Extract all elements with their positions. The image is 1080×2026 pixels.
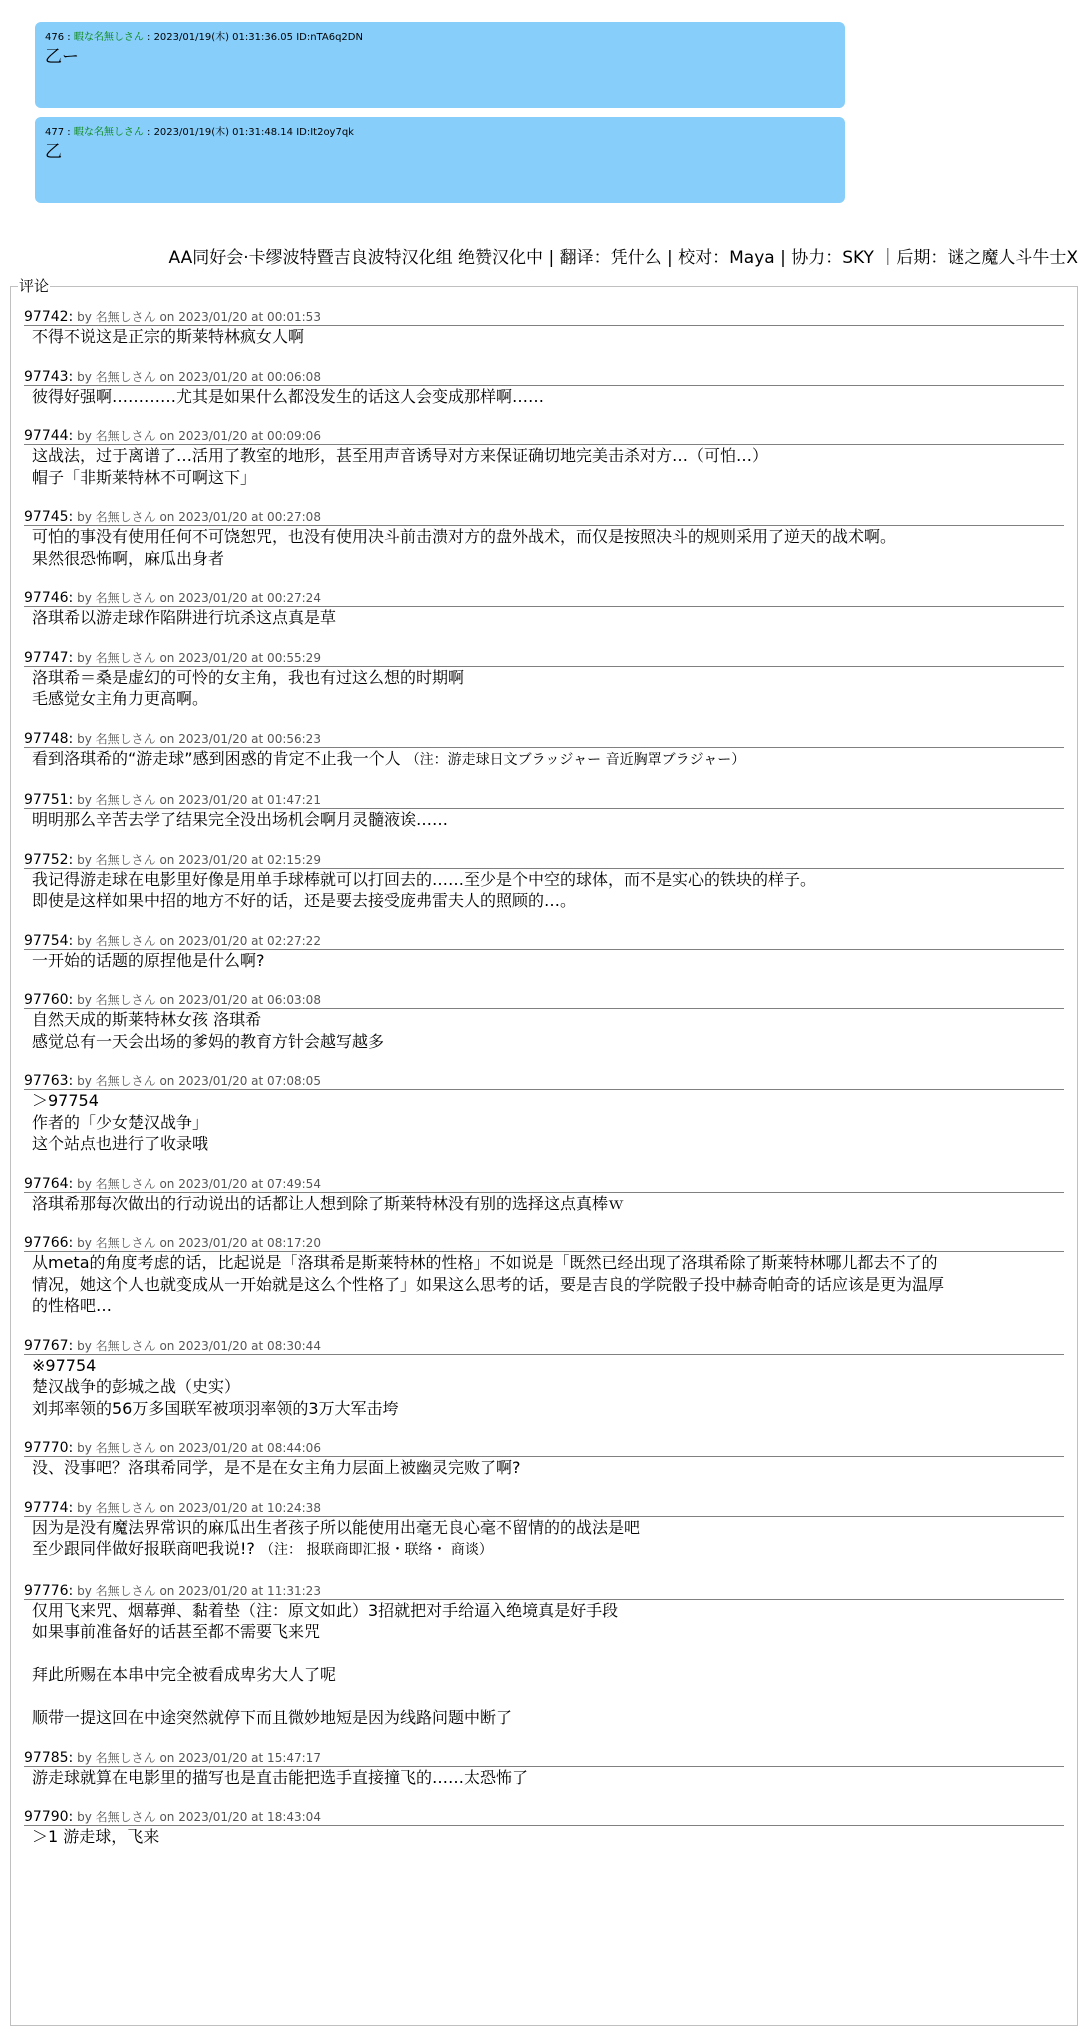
comment-item bbox=[24, 793, 1064, 831]
comment-header bbox=[24, 591, 1064, 607]
post-body: 乙ー bbox=[45, 47, 79, 67]
comment-line-text: 这战法，过于离谱了…活用了教室的地形，甚至用声音诱导对方来保证确切地完美击杀对方…（可怕…） bbox=[32, 446, 769, 465]
comment-item bbox=[24, 732, 1064, 772]
comment-meta: by 名無しさん on 2023/01/20 at 07:08:05 bbox=[77, 1074, 321, 1088]
comment-line bbox=[24, 467, 1064, 489]
comment-meta: by 名無しさん on 2023/01/20 at 08:30:44 bbox=[77, 1338, 321, 1353]
comment-line bbox=[24, 1826, 1064, 1848]
comment-meta: by 名無しさん on 2023/01/20 at 18:43:04 bbox=[77, 1810, 321, 1824]
comment-line-text: 不得不说这是正宗的斯莱特林疯女人啊 bbox=[32, 327, 305, 346]
comment-header bbox=[24, 934, 1064, 950]
comment-meta: by 名無しさん on 2023/01/20 at 00:55:29 bbox=[77, 650, 321, 665]
comment-line bbox=[24, 1112, 1064, 1134]
comment-line-text: ＞97754 bbox=[32, 1091, 99, 1110]
comment-line bbox=[24, 386, 1064, 408]
comment-line bbox=[24, 326, 1064, 348]
comment-header bbox=[24, 1074, 1064, 1090]
comment-header bbox=[24, 1236, 1064, 1252]
comment-line bbox=[24, 607, 1064, 629]
comment-header bbox=[24, 1501, 1064, 1517]
comment-line-text: 洛琪希以游走球作陷阱进行坑杀这点真是草 bbox=[32, 608, 337, 627]
comment-item bbox=[24, 310, 1064, 348]
comment-line-text: 仅用飞来咒、烟幕弹、黏着垫（注：原文如此）3招就把对手给逼入绝境真是好手段 bbox=[32, 1600, 619, 1620]
comment-number[interactable]: 97751: bbox=[24, 792, 74, 808]
comment-header bbox=[24, 1177, 1064, 1193]
comment-line-text: 果然很恐怖啊，麻瓜出身者 bbox=[32, 548, 225, 568]
comment-meta: by 名無しさん on 2023/01/20 at 08:17:20 bbox=[77, 1236, 321, 1250]
comment-header bbox=[24, 993, 1064, 1009]
comment-line-text: 毛感觉女主角力更高啊。 bbox=[32, 689, 209, 708]
comment-meta: by 名無しさん on 2023/01/20 at 00:27:08 bbox=[77, 510, 321, 524]
comment-number[interactable]: 97776: bbox=[24, 1582, 74, 1599]
comment-line-text: 可怕的事没有使用任何不可饶恕咒，也没有使用决斗前击溃对方的盘外战术，而仅是按照决斗的规则采用了逆天的战术啊。 bbox=[32, 527, 897, 546]
comment-number[interactable]: 97743: bbox=[24, 368, 74, 385]
post-meta: 476 : 暇な名無しさん : 2023/01/19(木) 01:31:36.05 ID:nTA6q2DN bbox=[45, 32, 363, 43]
comment-line bbox=[24, 526, 1064, 548]
comment-item bbox=[24, 1074, 1064, 1155]
translation-credits: AA同好会·卡缪波特暨吉良波特汉化组 绝赞汉化中 | 翻译：凭什么 | 校对：Maya | 协力：SKY ｜后期：谜之魔人斗牛士X bbox=[168, 248, 1078, 268]
comment-line-text: 即使是这样如果中招的地方不好的话，还是要去接受庞弗雷夫人的照顾的…。 bbox=[32, 891, 577, 910]
comment-header bbox=[24, 1751, 1064, 1767]
comment-meta: by 名無しさん on 2023/01/20 at 06:03:08 bbox=[77, 993, 321, 1007]
comment-number[interactable]: 97785: bbox=[24, 1749, 74, 1766]
post-meta: 477 : 暇な名無しさん : 2023/01/19(木) 01:31:48.14 ID:It2oy7qk bbox=[45, 127, 354, 138]
post-number[interactable]: 477 bbox=[45, 127, 65, 138]
comment-line bbox=[24, 1457, 1064, 1479]
comment-header bbox=[24, 1584, 1064, 1600]
comment-line bbox=[24, 1398, 1064, 1420]
comment-line bbox=[24, 1707, 1064, 1729]
comment-line bbox=[24, 688, 1064, 710]
comment-meta: by 名無しさん on 2023/01/20 at 00:56:23 bbox=[77, 731, 321, 746]
comment-line-text: 没、没事吧？洛琪希同学，是不是在女主角力层面上被幽灵完败了啊? bbox=[32, 1458, 521, 1477]
comment-item bbox=[24, 510, 1064, 569]
post-body: 乙 bbox=[45, 142, 62, 162]
comment-meta: by 名無しさん on 2023/01/20 at 02:27:22 bbox=[77, 933, 321, 948]
comment-number[interactable]: 97770: bbox=[24, 1440, 74, 1456]
comment-header bbox=[24, 651, 1064, 667]
comment-line-text: 楚汉战争的彭城之战（史实） bbox=[32, 1377, 241, 1396]
comment-list bbox=[24, 310, 1064, 1870]
comment-line-text: 顺带一提这回在中途突然就停下而且微妙地短是因为线路问题中断了 bbox=[32, 1708, 513, 1727]
comment-line bbox=[24, 1031, 1064, 1053]
comment-number[interactable]: 97742: bbox=[24, 309, 74, 325]
comment-header bbox=[24, 1810, 1064, 1826]
comment-item bbox=[24, 591, 1064, 629]
comment-line-text: 至少跟同伴做好报联商吧我说!? bbox=[32, 1539, 255, 1558]
comment-meta: by 名無しさん on 2023/01/20 at 01:47:21 bbox=[77, 793, 321, 807]
post-date: 2023/01/19(木) 01:31:48.14 bbox=[153, 127, 293, 138]
comment-line bbox=[24, 1600, 1064, 1622]
comment-line bbox=[24, 1090, 1064, 1112]
post-box bbox=[35, 117, 845, 203]
comment-header bbox=[24, 370, 1064, 386]
comment-line bbox=[24, 1274, 1064, 1296]
comment-line-text: 洛琪希那每次做出的行动说出的话都让人想到除了斯莱特林没有别的选择这点真棒ｗ bbox=[32, 1193, 625, 1213]
comment-item bbox=[24, 1441, 1064, 1479]
post-number[interactable]: 476 bbox=[45, 32, 65, 43]
comment-line bbox=[24, 667, 1064, 689]
comment-line bbox=[24, 1355, 1064, 1377]
comment-line-text: 一开始的话题的原捏他是什么啊? bbox=[32, 950, 265, 970]
comment-line bbox=[24, 1686, 1064, 1708]
comment-meta: by 名無しさん on 2023/01/20 at 02:15:29 bbox=[77, 852, 321, 867]
comment-number[interactable]: 97754: bbox=[24, 932, 74, 949]
post-date: 2023/01/19(木) 01:31:36.05 bbox=[153, 32, 293, 43]
comment-line bbox=[24, 1767, 1064, 1789]
comment-line bbox=[24, 1295, 1064, 1317]
comment-item bbox=[24, 853, 1064, 912]
comment-line-text: 自然天成的斯莱特林女孩 洛琪希 bbox=[32, 1010, 262, 1029]
comment-line-text: 彼得好强啊…………尤其是如果什么都没发生的话这人会变成那样啊…… bbox=[32, 386, 545, 406]
post-id: ID:It2oy7qk bbox=[296, 127, 354, 138]
comment-note: （注：游走球日文ブラッジャー 音近胸罩ブラジャー） bbox=[405, 751, 746, 768]
comment-number[interactable]: 97767: bbox=[24, 1337, 74, 1354]
comment-line-text: ＞1 游走球，飞来 bbox=[32, 1827, 160, 1846]
comment-line bbox=[24, 548, 1064, 570]
comment-line-text: 这个站点也进行了收录哦 bbox=[32, 1134, 209, 1153]
comment-item bbox=[24, 1584, 1064, 1729]
comment-line-text: 因为是没有魔法界常识的麻瓜出生者孩子所以能使用出毫无良心毫不留情的的战法是吧 bbox=[32, 1517, 641, 1537]
comment-header bbox=[24, 853, 1064, 869]
comment-line-text: 从meta的角度考虑的话，比起说是「洛琪希是斯莱特林的性格」不如说是「既然已经出现了洛琪希除了斯莱特林哪儿都去不了的 bbox=[32, 1253, 938, 1272]
comments-legend: 评论 bbox=[19, 277, 50, 295]
comment-line-text: 洛琪希＝桑是虚幻的可怜的女主角，我也有过这么想的时期啊 bbox=[32, 667, 465, 687]
comment-line-text: 拜此所赐在本串中完全被看成卑劣大人了呢 bbox=[32, 1665, 337, 1684]
comment-number[interactable]: 97763: bbox=[24, 1073, 74, 1089]
comment-meta: by 名無しさん on 2023/01/20 at 00:06:08 bbox=[77, 369, 321, 384]
comment-item bbox=[24, 1236, 1064, 1317]
comment-number[interactable]: 97766: bbox=[24, 1235, 74, 1251]
comment-line bbox=[24, 445, 1064, 467]
comment-line-text: 如果事前准备好的话甚至都不需要飞来咒 bbox=[32, 1622, 321, 1641]
comment-number[interactable]: 97752: bbox=[24, 851, 74, 868]
comment-item bbox=[24, 1177, 1064, 1215]
comment-line bbox=[24, 1643, 1064, 1665]
comment-line-text: 游走球就算在电影里的描写也是直击能把选手直接撞飞的……太恐怖了 bbox=[32, 1767, 529, 1787]
comment-header bbox=[24, 732, 1064, 748]
comment-meta: by 名無しさん on 2023/01/20 at 15:47:17 bbox=[77, 1750, 321, 1765]
comment-number[interactable]: 97764: bbox=[24, 1175, 74, 1192]
comment-item bbox=[24, 934, 1064, 972]
comment-line bbox=[24, 1376, 1064, 1398]
comment-item bbox=[24, 1339, 1064, 1420]
comment-item bbox=[24, 429, 1064, 488]
comment-line bbox=[24, 1009, 1064, 1031]
comment-line bbox=[24, 1664, 1064, 1686]
poster-name: 暇な名無しさん bbox=[73, 32, 144, 43]
comment-number[interactable]: 97790: bbox=[24, 1809, 74, 1825]
comment-header bbox=[24, 1441, 1064, 1457]
comment-line-text: 我记得游走球在电影里好像是用单手球棒就可以打回去的……至少是个中空的球体，而不是实心的铁块的样子。 bbox=[32, 869, 817, 889]
comment-line bbox=[24, 890, 1064, 912]
comment-item bbox=[24, 1751, 1064, 1789]
comment-header bbox=[24, 310, 1064, 326]
comment-header bbox=[24, 510, 1064, 526]
comment-number[interactable]: 97744: bbox=[24, 428, 74, 444]
comment-meta: by 名無しさん on 2023/01/20 at 00:27:24 bbox=[77, 591, 321, 605]
comment-line-text: ※97754 bbox=[32, 1355, 97, 1375]
comment-line-text: 帽子「非斯莱特林不可啊这下」 bbox=[32, 467, 257, 487]
comment-note: （注： 报联商即汇报・联络・ 商谈） bbox=[260, 1542, 493, 1558]
comment-line-text: 情况，她这个人也就变成从一开始就是这么个性格了」如果这么思考的话，要是吉良的学院骰子投中赫奇帕奇的话应该是更为温厚 bbox=[32, 1274, 945, 1294]
comment-number[interactable]: 97746: bbox=[24, 590, 74, 606]
comment-number[interactable]: 97760: bbox=[24, 992, 74, 1008]
comment-meta: by 名無しさん on 2023/01/20 at 00:09:06 bbox=[77, 429, 321, 443]
post-id: ID:nTA6q2DN bbox=[296, 32, 363, 43]
comment-item bbox=[24, 993, 1064, 1052]
post-box bbox=[35, 22, 845, 108]
comment-header bbox=[24, 793, 1064, 809]
comment-line-text: 作者的「少女楚汉战争」 bbox=[32, 1112, 209, 1132]
comment-line-text: 感觉总有一天会出场的爹妈的教育方针会越写越多 bbox=[32, 1031, 385, 1051]
comment-line-text: 看到洛琪希的“游走球”感到困惑的肯定不止我一个人 bbox=[32, 748, 401, 768]
comment-meta: by 名無しさん on 2023/01/20 at 10:24:38 bbox=[77, 1500, 321, 1515]
comment-item bbox=[24, 651, 1064, 710]
comment-line bbox=[24, 1133, 1064, 1155]
comment-line bbox=[24, 1538, 1064, 1562]
comment-line bbox=[24, 1252, 1064, 1274]
comment-line bbox=[24, 809, 1064, 831]
comment-header bbox=[24, 1339, 1064, 1355]
comment-line bbox=[24, 748, 1064, 772]
comment-meta: by 名無しさん on 2023/01/20 at 11:31:23 bbox=[77, 1583, 321, 1598]
comment-line bbox=[24, 1621, 1064, 1643]
comment-line bbox=[24, 869, 1064, 891]
comment-line-text: 明明那么辛苦去学了结果完全没出场机会啊月灵髓液诶…… bbox=[32, 810, 449, 829]
comment-line-text: 刘邦率领的56万多国联军被项羽率领的3万大军击垮 bbox=[32, 1398, 399, 1418]
comment-line bbox=[24, 1517, 1064, 1539]
comment-number[interactable]: 97745: bbox=[24, 509, 74, 525]
comment-header bbox=[24, 429, 1064, 445]
comment-number[interactable]: 97748: bbox=[24, 730, 74, 747]
comment-number[interactable]: 97774: bbox=[24, 1499, 74, 1516]
comment-item bbox=[24, 1501, 1064, 1562]
comment-item bbox=[24, 370, 1064, 408]
comment-meta: by 名無しさん on 2023/01/20 at 00:01:53 bbox=[77, 310, 321, 324]
comment-meta: by 名無しさん on 2023/01/20 at 08:44:06 bbox=[77, 1441, 321, 1455]
comment-line bbox=[24, 950, 1064, 972]
comment-number[interactable]: 97747: bbox=[24, 649, 74, 666]
poster-name: 暇な名無しさん bbox=[73, 127, 144, 138]
comment-line bbox=[24, 1193, 1064, 1215]
comment-meta: by 名無しさん on 2023/01/20 at 07:49:54 bbox=[77, 1176, 321, 1191]
comment-line-text: 的性格吧… bbox=[32, 1296, 113, 1315]
comment-item bbox=[24, 1810, 1064, 1848]
